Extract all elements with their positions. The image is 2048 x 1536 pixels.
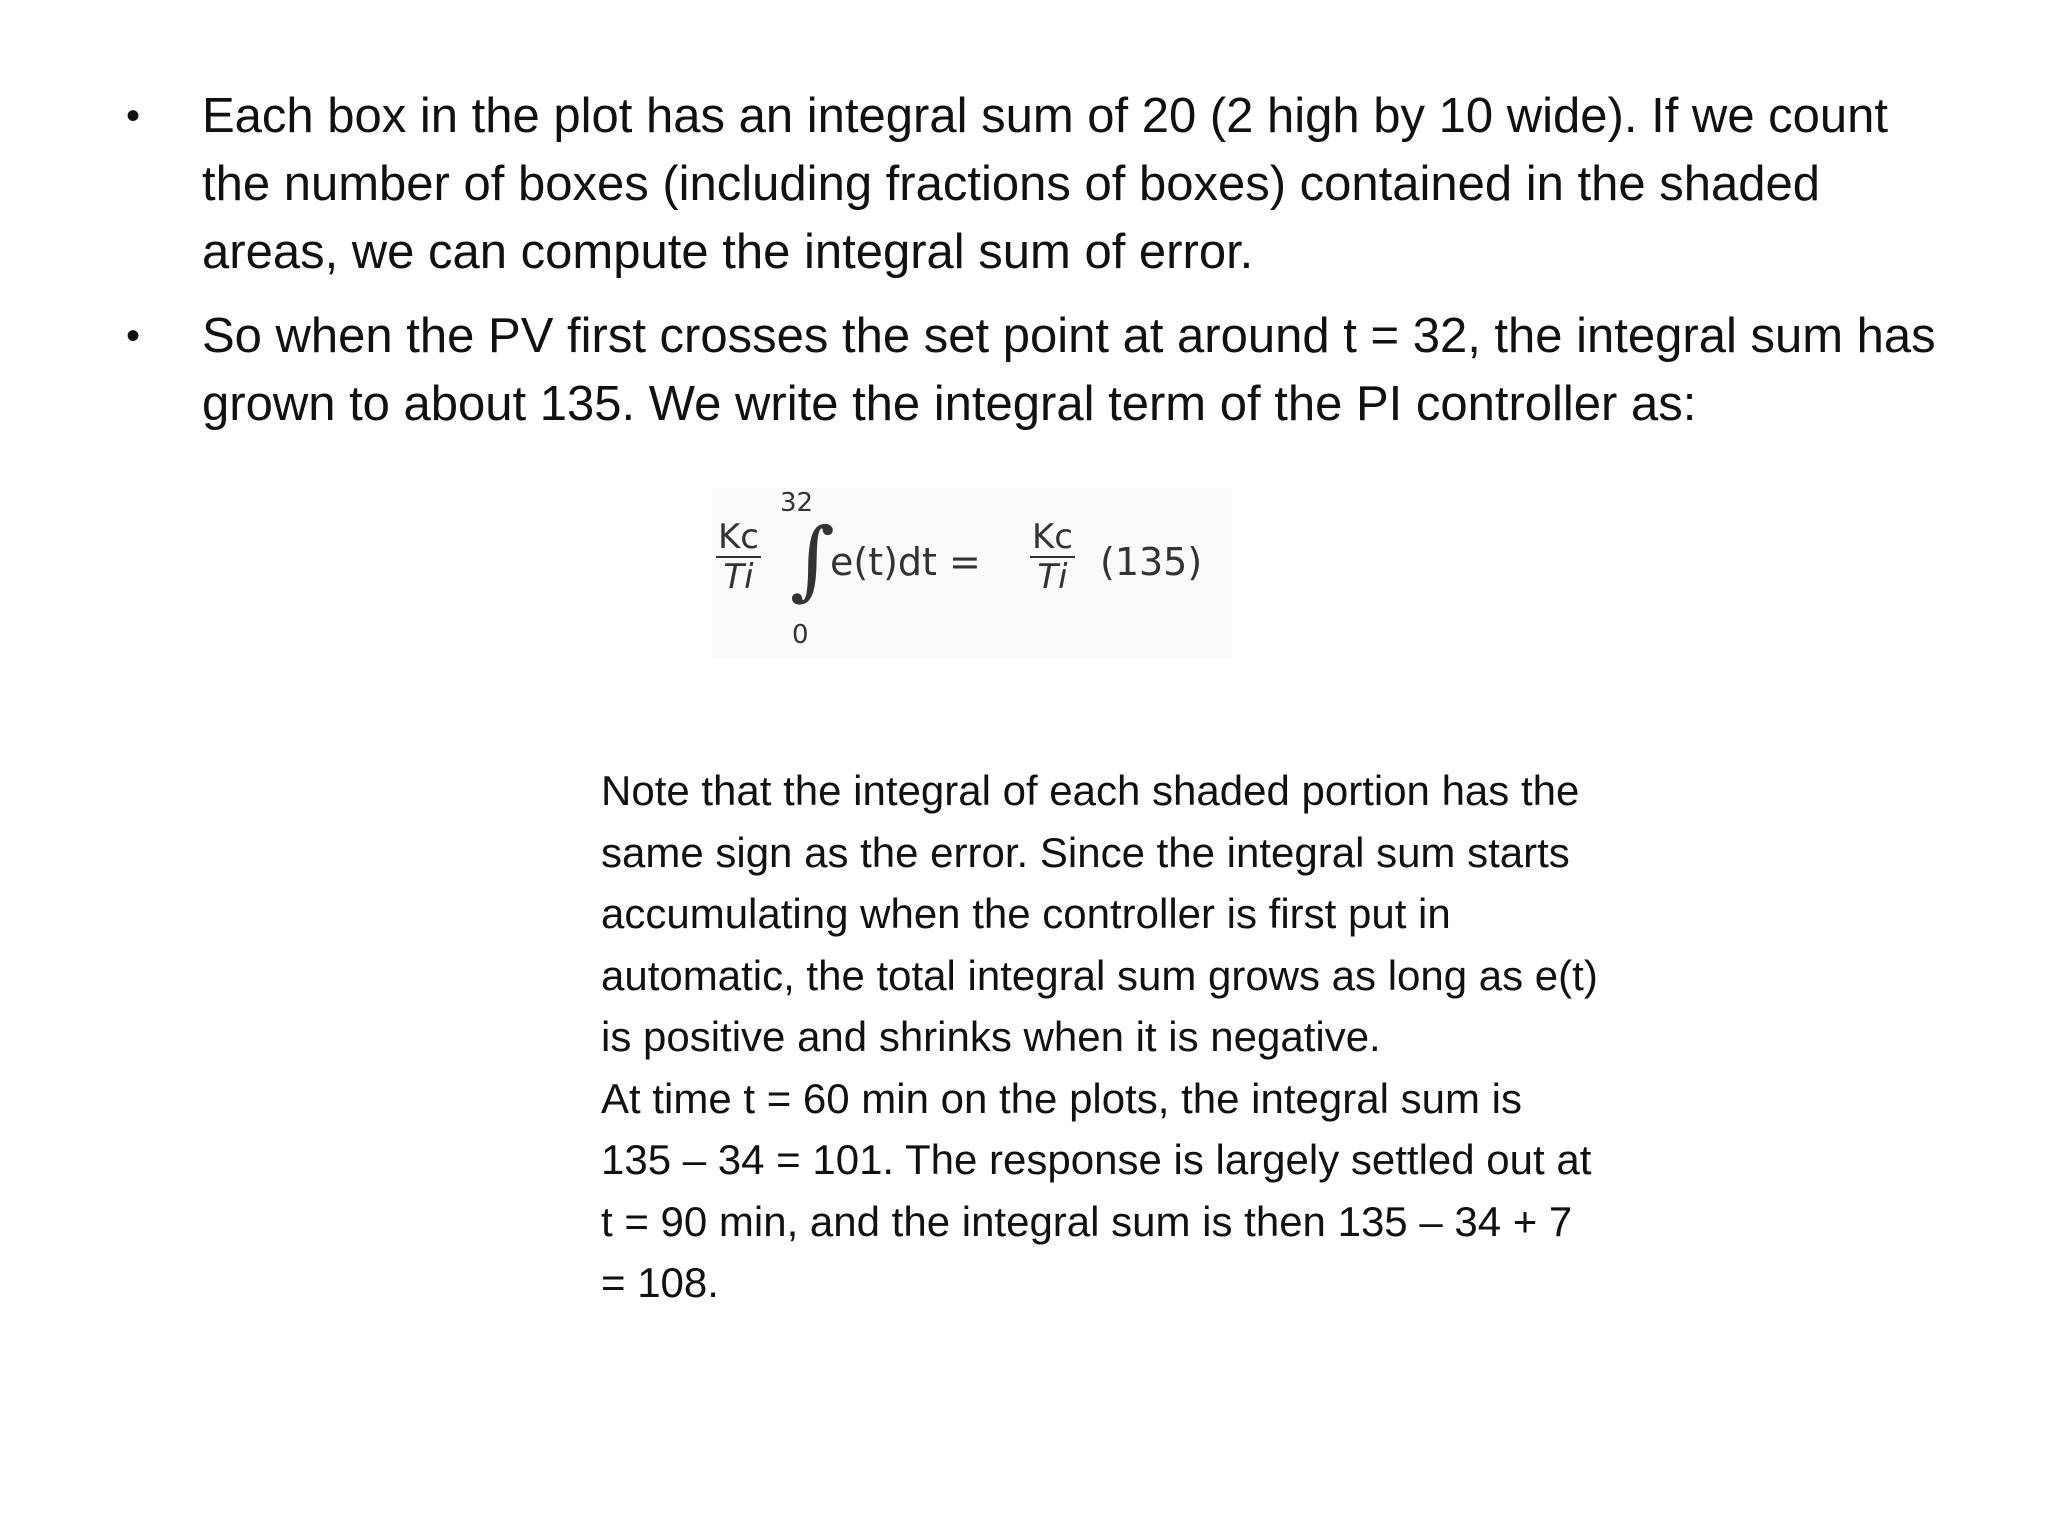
bullet-text: So when the PV first crosses the set point at around t = 32, the integral sum has grown to about 135. We write the integral term of the PI controller as: <box>202 309 1936 431</box>
lower-limit: 0 <box>792 620 809 650</box>
note-text-block <box>601 760 1601 1314</box>
right-numerator: Kc <box>1032 517 1073 557</box>
bullet-item <box>118 302 1948 438</box>
integral-formula-image <box>712 488 1232 658</box>
left-denominator: Ti <box>723 557 754 597</box>
note-paragraph: Note that the integral of each shaded portion has the same sign as the error. Since the integral sum starts accumulating when the controller is first put in automatic, the total integral sum grows as long as e(t) is positive and shrinks when it is negative. <box>601 767 1598 1060</box>
bullet-dot: • <box>126 94 141 138</box>
right-denominator: Ti <box>1037 557 1068 597</box>
right-value: (135) <box>1100 540 1203 584</box>
bullet-dot: • <box>126 314 141 358</box>
upper-limit: 32 <box>780 488 814 518</box>
left-fraction <box>716 518 761 596</box>
left-numerator: Kc <box>718 517 759 557</box>
right-fraction <box>1030 518 1075 596</box>
bullet-text: Each box in the plot has an integral sum of 20 (2 high by 10 wide). If we count the number of boxes (including fractions of boxes) contained in the shaded areas, we can compute the integral sum of error. <box>202 89 1889 279</box>
bullet-item <box>118 82 1948 286</box>
note-paragraph: At time t = 60 min on the plots, the integral sum is 135 – 34 = 101. The response is largely settled out at t = 90 min, and the integral sum is then 135 – 34 + 7 = 108. <box>601 1074 1592 1306</box>
integrand: e(t)dt = <box>830 540 981 584</box>
bullet-list <box>118 82 1948 454</box>
integral-sign: ∫ <box>790 510 835 610</box>
